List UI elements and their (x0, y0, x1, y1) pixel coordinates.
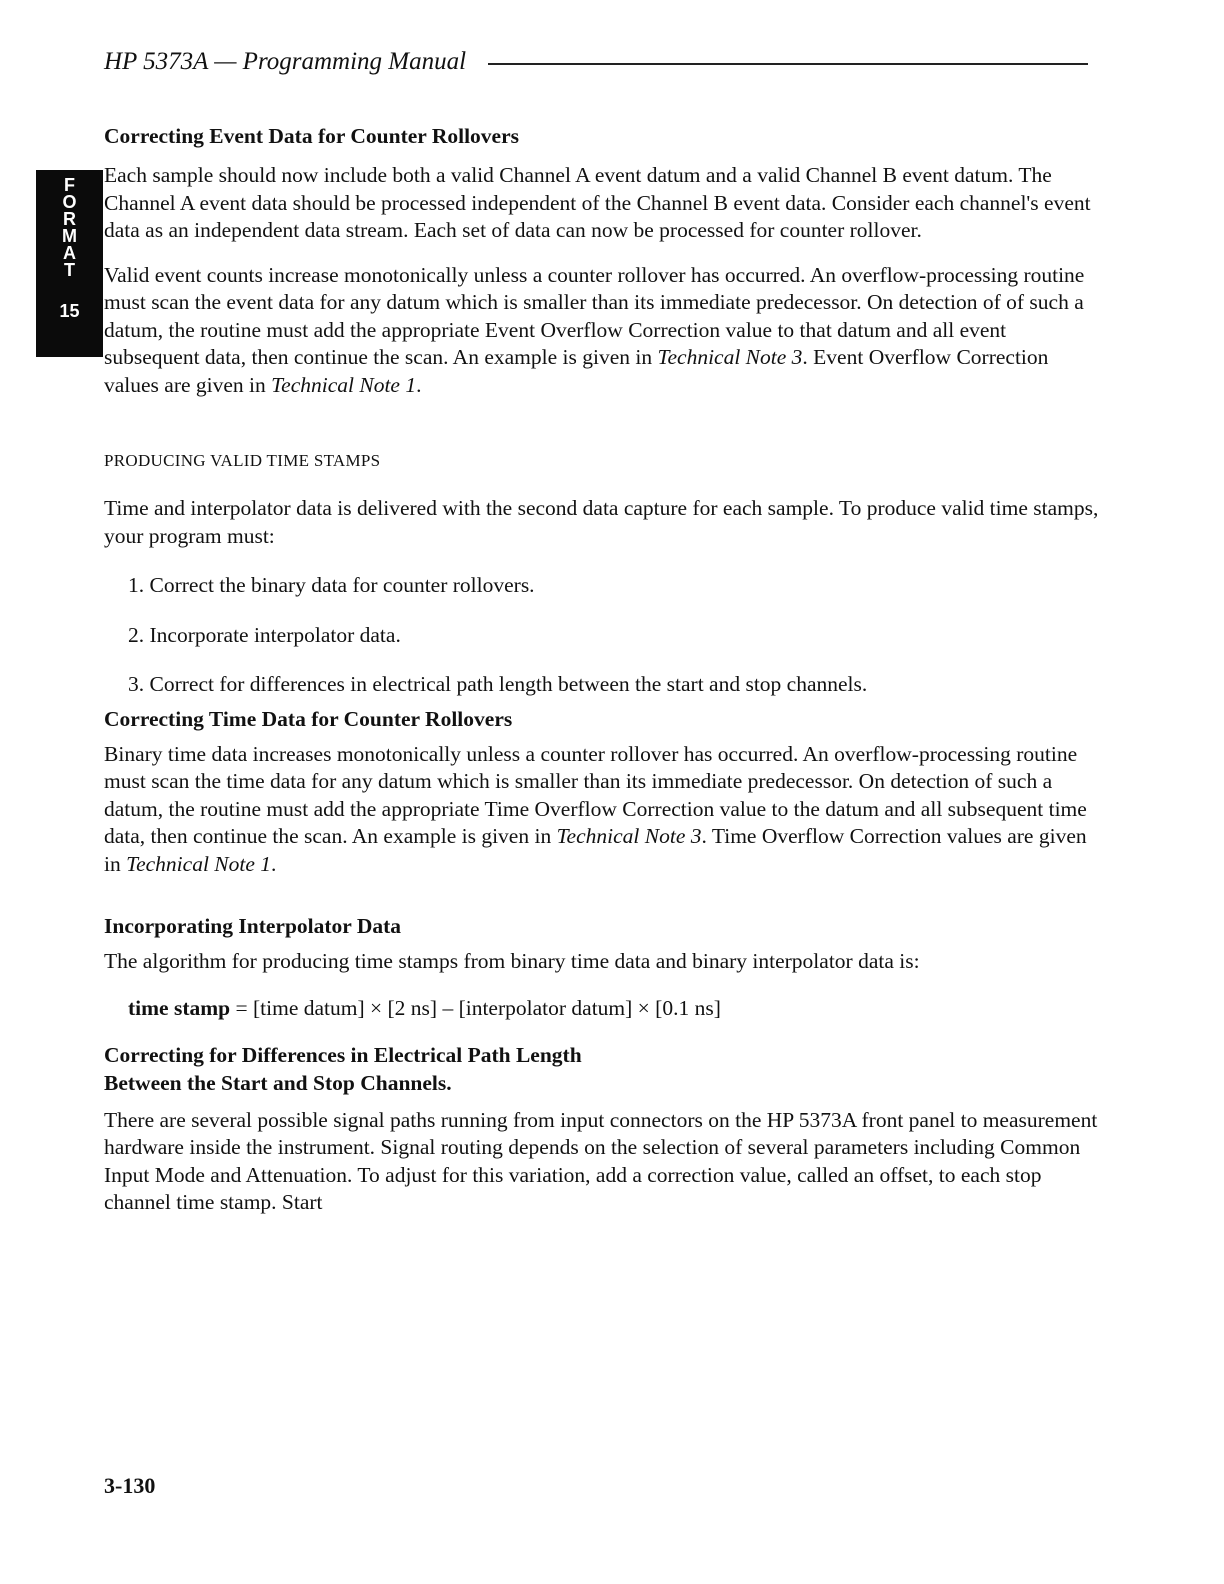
heading-producing-valid-time-stamps: PRODUCING VALID TIME STAMPS (104, 451, 381, 470)
manual-title: HP 5373A — Programming Manual (104, 48, 467, 75)
tab-letter: M (62, 226, 77, 246)
tab-letter: R (63, 209, 76, 229)
running-header (104, 48, 1088, 76)
tab-letter: A (63, 243, 76, 263)
header-rule (488, 63, 1088, 65)
event-rollover-para-1: Each sample should now include both a valid Channel A event datum and a valid Channel B event datum. The Channel A event data should be processed independent of the Channel B event data. Consider each channel's event data as an independent data stream. Each set of data can now be processed for counter rollover. (104, 163, 1091, 242)
page-number: 3-130 (104, 1473, 156, 1498)
tab-number: 15 (59, 301, 80, 321)
technical-note-ref: Technical Note 3 (657, 345, 803, 369)
technical-note-ref: Technical Note 1 (126, 851, 272, 876)
heading-time-rollover: Correcting Time Data for Counter Rollovers (104, 706, 513, 731)
time-rollover-para: Binary time data increases monotonically unless a counter rollover has occurred. An overflow-processing routine must scan the time data for any datum which is smaller than its immediate predecessor. On detection of such a datum, the routine must add the appropriate Time Overflow Correction value to the datum and all subsequent time data, then continue the scan. An example is given in Technical Note 3. Time Overflow Correction values are given in Technical Note 1. (104, 741, 1087, 876)
technical-note-ref: Technical Note 3 (556, 824, 702, 848)
event-rollover-para-2: Valid event counts increase monotonically unless a counter rollover has occurred. An overflow-processing routine must scan the event data for any datum which is smaller than its immediate predecessor. On detection of of such a datum, the routine must add the appropriate Event Overflow Correction value to that datum and all event subsequent data, then continue the scan. An example is given in Technical Note 3. Event Overflow Correction values are given in Technical Note 1. (104, 262, 1085, 397)
tab-letter: T (64, 260, 75, 280)
heading-path-length-line-2: Between the Start and Stop Channels. (104, 1070, 452, 1095)
tab-letter: O (62, 192, 77, 212)
tab-letters (36, 170, 103, 279)
path-length-para: There are several possible signal paths running from input connectors on the HP 5373A front panel to measurement hardware inside the instrument. Signal routing depends on the selection of several parameters including Common Input Mode and Attenuation. To adjust for this variation, add a correction value, called an offset, to each stop channel time stamp. Start (104, 1107, 1098, 1214)
section-tab-format-15 (36, 170, 103, 357)
list-item-step-3: 3. Correct for differences in electrical path length between the start and stop channels. (128, 672, 868, 696)
interpolator-para: The algorithm for producing time stamps from binary time data and binary interpolator data is: (104, 949, 920, 973)
time-stamps-intro: Time and interpolator data is delivered with the second data capture for each sample. To produce valid time stamps, your program must: (104, 496, 1099, 548)
time-stamp-formula: time stamp = [time datum] × [2 ns] – [interpolator datum] × [0.1 ns] (128, 995, 721, 1020)
heading-path-length-line-1: Correcting for Differences in Electrical Path Length (104, 1042, 582, 1067)
heading-interpolator: Incorporating Interpolator Data (104, 914, 402, 938)
list-item-step-2: 2. Incorporate interpolator data. (128, 622, 401, 647)
technical-note-ref: Technical Note 1 (271, 372, 417, 397)
list-item-step-1: 1. Correct the binary data for counter rollovers. (128, 573, 535, 597)
heading-event-rollover: Correcting Event Data for Counter Rollovers (104, 124, 519, 148)
page-content (104, 118, 1104, 1217)
tab-letter: F (64, 175, 75, 195)
